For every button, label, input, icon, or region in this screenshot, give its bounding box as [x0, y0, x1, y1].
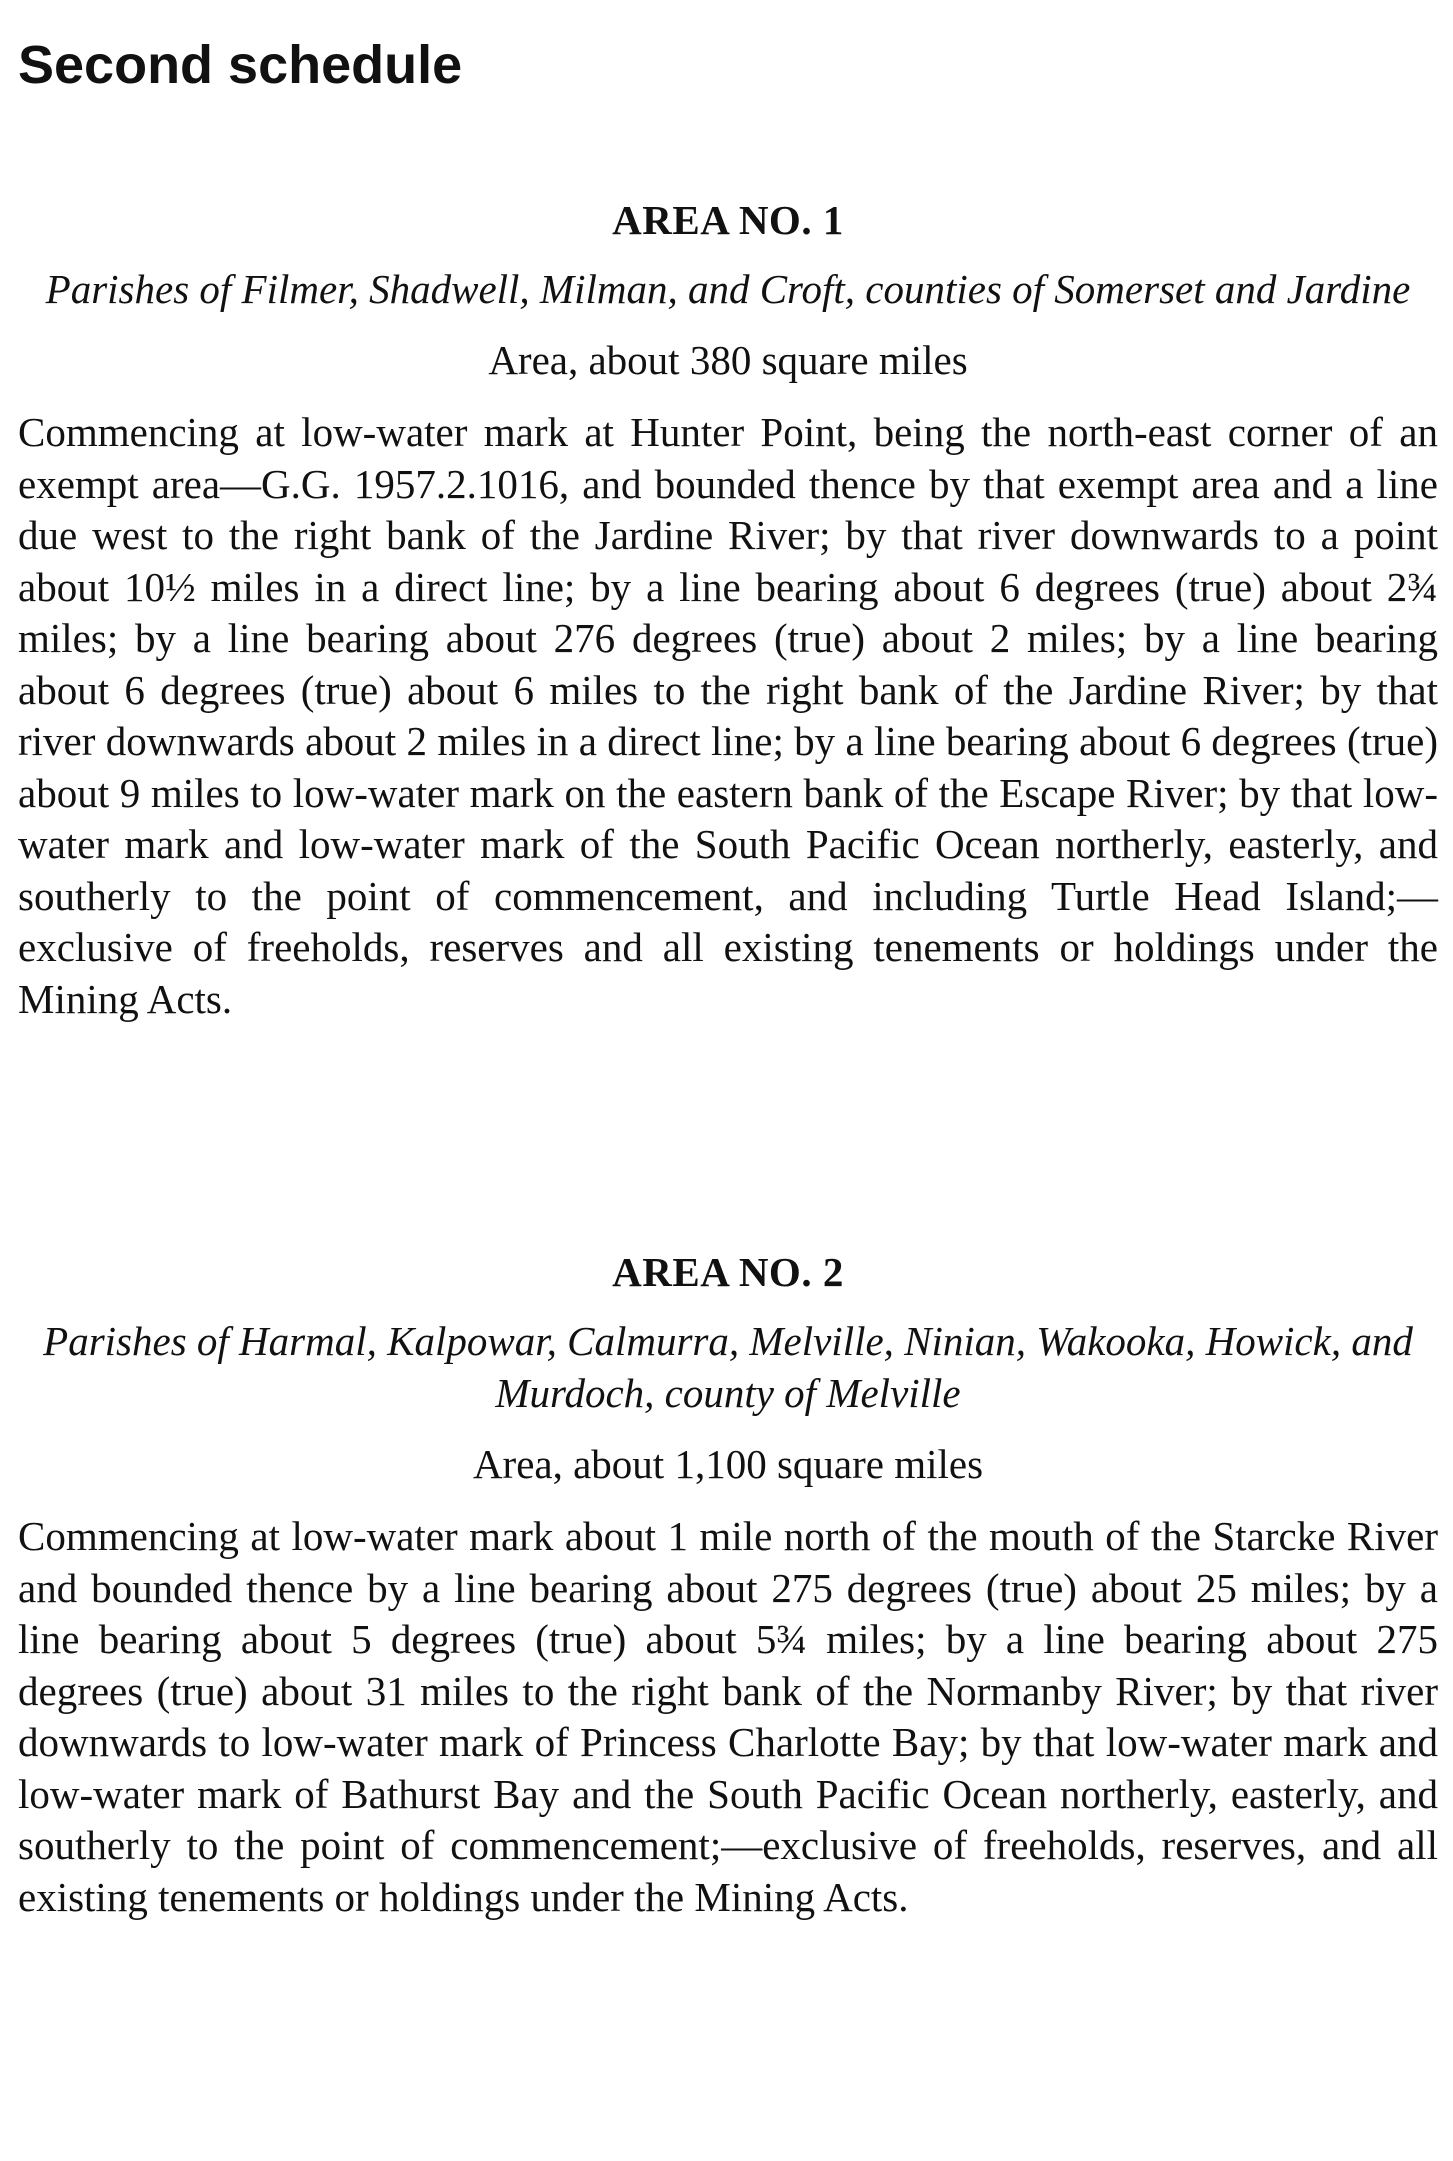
area-description: Commencing at low-water mark at Hunter Point, being the north-east corner of an exempt area—G.G. 1957.2.1016, and bounded thence by that exempt area and a line due west to the right bank of the Jardine River; by that river downwards to a point about 10½ miles in a direct line; by a line bearing about 6 degrees (true) about 2¾ miles; by a line bearing about 276 degrees (true) about 2 miles; by a line bearing about 6 degrees (true) about 6 miles to the right bank of the Jardine River; by that river downwards about 2 miles in a direct line; by a line bearing about 6 degrees (true) about 9 miles to low-water mark on the eastern bank of the Escape River; by that low-water mark and low-water mark of the South Pacific Ocean northerly, easterly, and southerly to the point of commencement, and including Turtle Head Island;—exclusive of freeholds, reserves and all existing tenements or holdings under the Mining Acts. [18, 409, 1438, 1022]
area-description: Commencing at low-water mark about 1 mile north of the mouth of the Starcke River and bounded thence by a line bearing about 275 degrees (true) about 25 miles; by a line bearing about 5 degrees (true) about 5¾ miles; by a line bearing about 275 degrees (true) about 31 miles to the right bank of the Normanby River; by that river downwards to low-water mark of Princess Charlotte Bay; by that low-water mark and low-water mark of Bathurst Bay and the South Pacific Ocean northerly, easterly, and southerly to the point of commencement;—exclusive of freeholds, reserves, and all existing tenements or holdings under the Mining Acts. [18, 1513, 1438, 1920]
area-section-2 [18, 1247, 1438, 1923]
area-parishes: Parishes of Filmer, Shadwell, Milman, and Croft, counties of Somerset and Jardine [45, 266, 1411, 312]
area-section-1 [18, 195, 1438, 1025]
area-size: Area, about 380 square miles [488, 337, 968, 383]
area-heading: AREA NO. 2 [612, 1249, 844, 1295]
area-size: Area, about 1,100 square miles [472, 1441, 984, 1487]
area-parishes: Parishes of Harmal, Kalpowar, Calmurra, Melville, Ninian, Wakooka, Howick, and Murdoch, county of Melville [43, 1318, 1413, 1416]
document-page [18, 0, 1438, 1920]
area-heading: AREA NO. 1 [612, 197, 844, 243]
document-title: Second schedule [18, 35, 463, 95]
